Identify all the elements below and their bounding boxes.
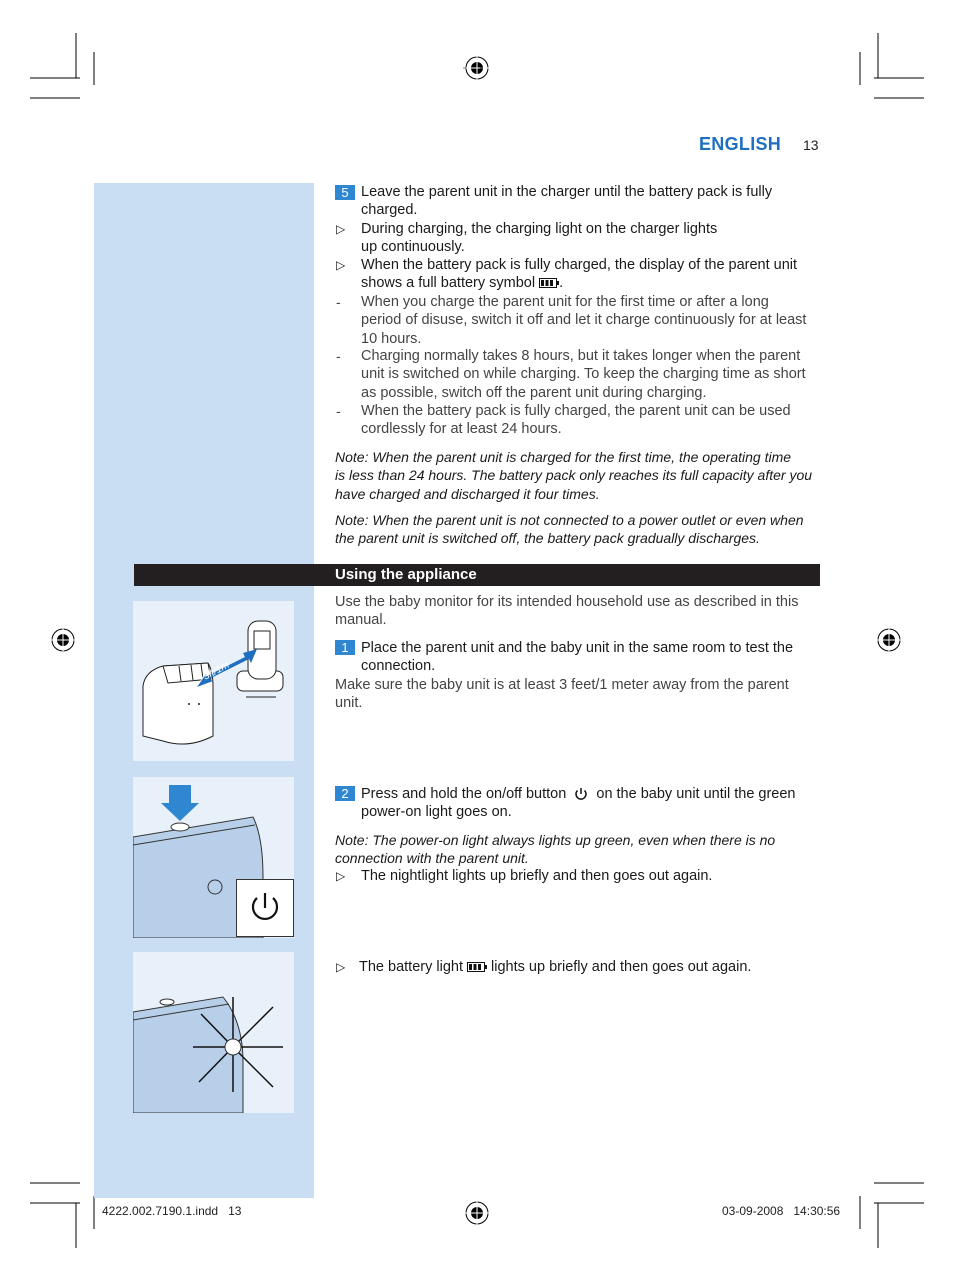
battery-icon xyxy=(539,278,559,288)
bullet-icon: ▷ xyxy=(336,258,346,272)
pointer-triangle xyxy=(294,629,314,647)
distance-label: >3ft/1m xyxy=(196,659,232,686)
language-label: ENGLISH xyxy=(699,134,782,154)
registration-mark-right xyxy=(875,626,903,654)
bullet-nightlight: The nightlight lights up briefly and then goes out again. xyxy=(361,868,713,884)
step2-text: Press and hold the on/off button on the baby unit until the green power-on light goes on. xyxy=(361,786,796,821)
dash-marker: - xyxy=(336,348,341,364)
bullet-charging-light: During charging, the charging light on the charger lights up continuously. xyxy=(361,221,718,256)
note-power-light: Note: The power-on light always lights up green, even when there is no connection with the parent unit. xyxy=(335,832,776,867)
illustration-power-button xyxy=(133,777,294,938)
illustration-units-distance xyxy=(133,601,294,761)
dash-marker: - xyxy=(336,403,341,419)
dash-charging-time: Charging normally takes 8 hours, but it takes longer when the parent unit is switched on while charging. To keep the charging time as short as possible, switch off the parent unit during charging. xyxy=(361,348,806,401)
note-discharge: Note: When the parent unit is not connected to a power outlet or even when the parent unit is switched off, the battery pack gradually discharges. xyxy=(335,512,804,547)
section-title: Using the appliance xyxy=(335,566,477,583)
registration-mark-left xyxy=(49,626,77,654)
dash-first-charge: When you charge the parent unit for the first time or after a long period of disuse, switch it off and let it charge continuously for at least 10 hours. xyxy=(361,294,807,347)
step-number-5: 5 xyxy=(335,185,355,200)
pointer-triangle xyxy=(294,956,314,974)
power-icon xyxy=(570,787,592,801)
step5-text: Leave the parent unit in the charger until the battery pack is fully charged. xyxy=(361,184,773,219)
pointer-triangle xyxy=(294,784,314,802)
bullet-battery-light: The battery light lights up briefly and then goes out again. xyxy=(359,959,752,975)
registration-mark-top xyxy=(463,54,491,82)
power-icon-inset xyxy=(236,879,294,937)
bullet-full-battery: When the battery pack is fully charged, the display of the parent unit shows a full battery symbol . xyxy=(361,257,798,292)
page-number: 13 xyxy=(803,137,819,153)
section-bar xyxy=(134,564,820,586)
step-number-2: 2 xyxy=(335,786,355,801)
dash-marker: - xyxy=(336,294,341,310)
footer-date: 03-09-2008 14:30:56 xyxy=(722,1204,841,1218)
dash-cordless-use: When the battery pack is fully charged, the parent unit can be used cordlessly for at least 24 hours. xyxy=(361,403,791,438)
bullet-icon: ▷ xyxy=(336,222,346,236)
step1-extra: Make sure the baby unit is at least 3 feet/1 meter away from the parent unit. xyxy=(335,677,789,712)
bullet-icon: ▷ xyxy=(336,960,346,974)
battery-icon xyxy=(467,962,487,972)
footer-file: 4222.002.7190.1.indd 13 xyxy=(102,1204,242,1218)
bullet-icon: ▷ xyxy=(336,869,346,883)
section-intro: Use the baby monitor for its intended household use as described in this manual. xyxy=(335,594,799,629)
step-number-1: 1 xyxy=(335,640,355,655)
registration-mark-bottom xyxy=(463,1199,491,1227)
step1-text: Place the parent unit and the baby unit in the same room to test the connection. xyxy=(361,640,794,675)
note-first-charge: Note: When the parent unit is charged for the first time, the operating time is less than 24 hours. The battery pack only reaches its full capacity after you have charged and discharged it four times. xyxy=(335,449,813,502)
illustration-battery-light xyxy=(133,952,294,1113)
